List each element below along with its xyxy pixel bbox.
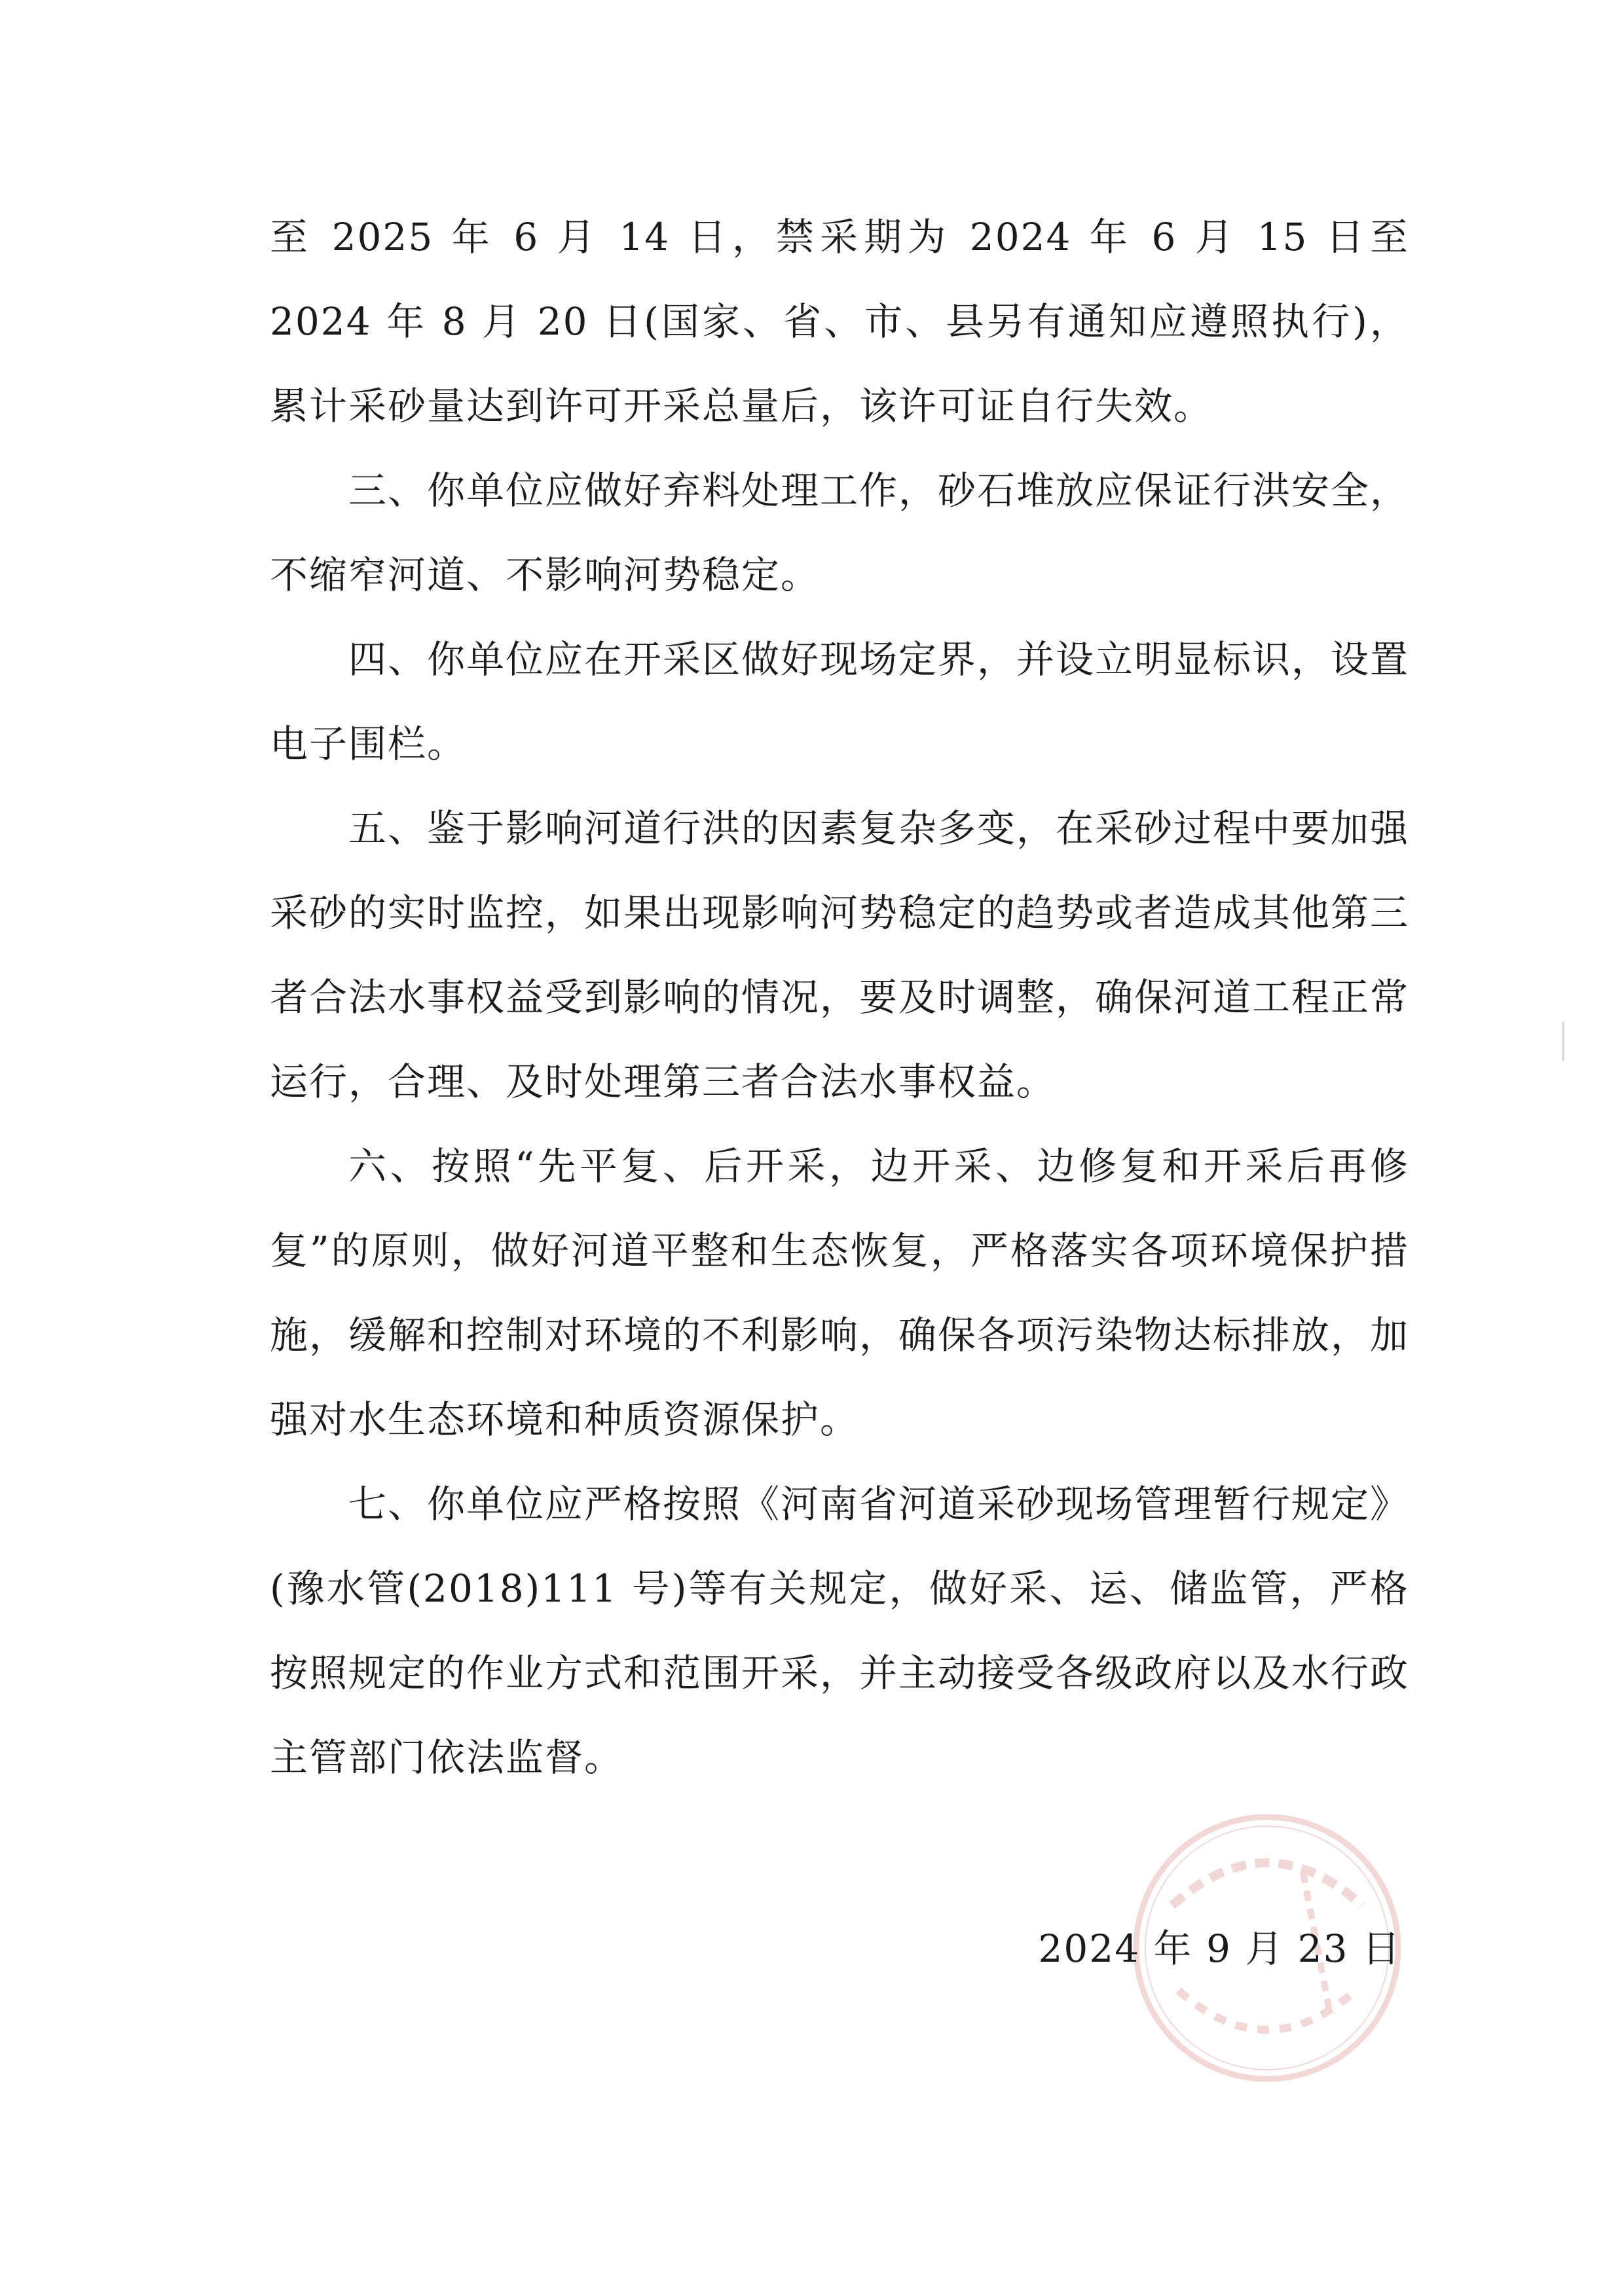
document-body: [270, 195, 1409, 1800]
paragraph-item-6: 六、按照“先平复、后开采，边开采、边修复和开采后再修复”的原则，做好河道平整和生态恢复，严格落实各项环境保护措施，缓解和控制对环境的不利影响，确保各项污染物达标排放，加强对水生态环境和种质资源保护。: [270, 1144, 1410, 1442]
scan-artifact: [1562, 1021, 1564, 1061]
paragraph-item-7: 七、你单位应严格按照《河南省河道采砂现场管理暂行规定》(豫水管(2018)111 号)等有关规定，做好采、运、储监管，严格按照规定的作业方式和范围开采，并主动接受各级政府以及水行政主管部门依法监督。: [270, 1482, 1410, 1780]
paragraph-item-5: 五、鉴于影响河道行洪的因素复杂多变，在采砂过程中要加强采砂的实时监控，如果出现影响河势稳定的趋势或者造成其他第三者合法水事权益受到影响的情况，要及时调整，确保河道工程正常运行，合理、及时处理第三者合法水事权益。: [270, 806, 1410, 1104]
document-date: 2024 年 9 月 23 日: [1038, 1926, 1401, 1971]
paragraph-item-3: 三、你单位应做好弃料处理工作，砂石堆放应保证行洪安全，不缩窄河道、不影响河势稳定。: [270, 468, 1410, 597]
paragraph-validity-period: 至 2025 年 6 月 14 日，禁采期为 2024 年 6 月 15 日至 2024 年 8 月 20 日(国家、省、市、县另有通知应遵照执行)，累计采砂量达到许可开采总量后，该许可证自行失效。: [270, 215, 1409, 428]
paragraph-item-4: 四、你单位应在开采区做好现场定界，并设立明显标识，设置电子围栏。: [270, 637, 1410, 766]
